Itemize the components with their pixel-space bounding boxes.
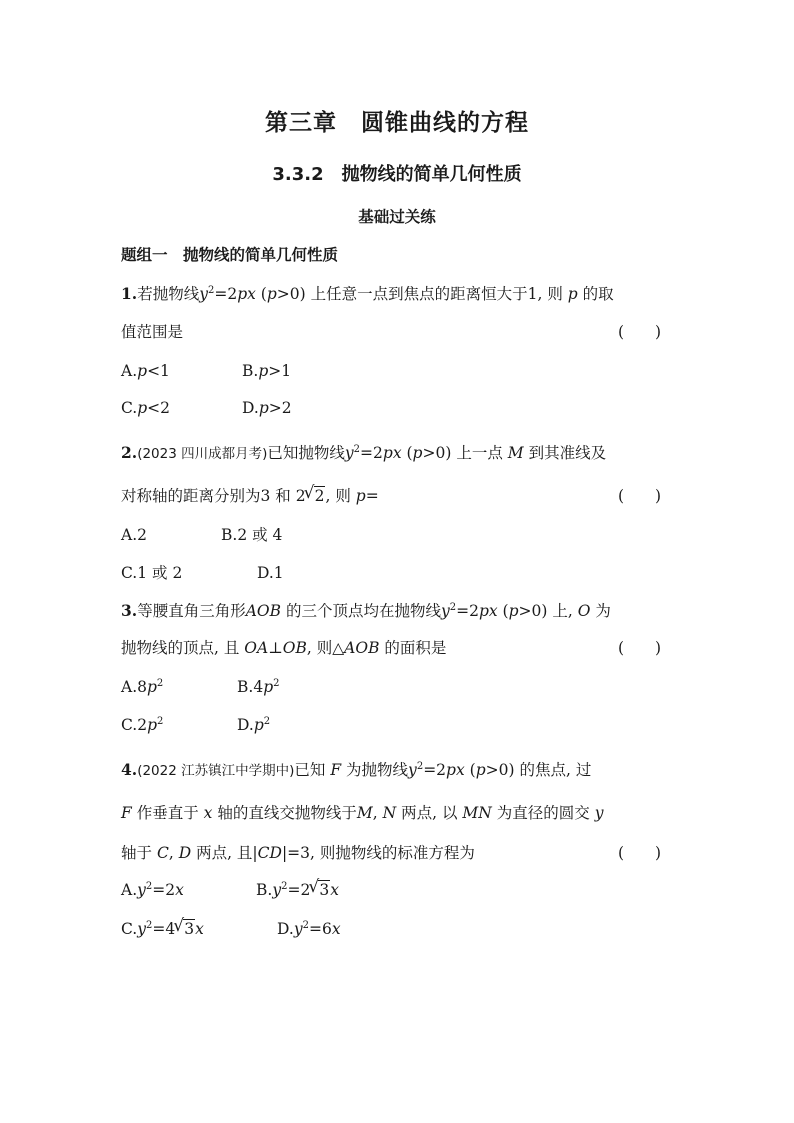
question-2-line-2: 对称轴的距离分别为3 和 2√ 2, 则 p= [121, 486, 379, 506]
question-4-option-b[interactable]: $B.y^2=2√$ 3x [256, 880, 339, 900]
question-4-line-2: F 作垂直于 x 轴的直线交抛物线于M, N 两点, 以 MN 为直径的圆交 y [121, 804, 604, 822]
question-1-line-1: 1.若抛物线$y^2=2px$ (p>0) 上任意一点到焦点的距离恒大于1, 则 p 的取 [121, 284, 614, 303]
question-1-answer-bracket: ( ) [618, 323, 662, 341]
question-4-line-3: 轴于 C, D 两点, 且|CD|=3, 则抛物线的标准方程为 [121, 844, 475, 862]
question-1-option-b[interactable]: B.p>1 [242, 362, 292, 380]
question-2-option-b[interactable]: B.2 或 4 [221, 526, 283, 544]
chapter-title: 第三章 圆锥曲线的方程 [265, 110, 529, 136]
question-3-option-a[interactable]: $A.8p^2$ [121, 678, 164, 696]
question-2-line-1: 2.(2023 四川成都月考)已知抛物线$y^2=2px$ (p>0) 上一点 M 到其准线及 [121, 443, 607, 462]
question-3-option-c[interactable]: $C.2p^2$ [121, 716, 164, 734]
question-3-line-1: 3.等腰直角三角形AOB 的三个顶点均在抛物线$y^2=2px$ (p>0) 上, O 为 [121, 601, 611, 620]
question-1-option-d[interactable]: D.p>2 [242, 399, 292, 417]
question-3-answer-bracket: ( ) [618, 639, 662, 657]
section-title: 3.3.2 抛物线的简单几何性质 [272, 164, 522, 185]
question-3-option-b[interactable]: $B.4p^2$ [237, 678, 280, 696]
question-2-option-d[interactable]: D.1 [257, 564, 284, 582]
question-1-option-c[interactable]: C.p<2 [121, 399, 171, 417]
question-2-answer-bracket: ( ) [618, 487, 662, 505]
question-4-option-d[interactable]: $D.y^2=6x$ [277, 920, 341, 938]
question-4-line-1: 4.(2022 江苏镇江中学期中)已知 F 为抛物线$y^2=2px$ (p>0) 的焦点, 过 [121, 760, 592, 779]
question-group-heading: 题组一 抛物线的简单几何性质 [121, 246, 339, 264]
exercise-subtitle: 基础过关练 [358, 208, 436, 226]
question-4-option-a[interactable]: $A.y^2=2x$ [121, 881, 184, 899]
question-1-line-2: 值范围是 [121, 323, 184, 341]
question-1-option-a[interactable]: A.p<1 [121, 362, 170, 380]
question-2-option-a[interactable]: A.2 [121, 526, 147, 544]
question-2-option-c[interactable]: C.1 或 2 [121, 564, 183, 582]
question-4-answer-bracket: ( ) [618, 844, 662, 862]
question-4-option-c[interactable]: $C.y^2=4√$ 3x [121, 919, 204, 939]
question-3-option-d[interactable]: $D.p^2$ [237, 716, 271, 734]
question-3-line-2: 抛物线的顶点, 且 OA⊥OB, 则△AOB 的面积是 [121, 639, 447, 657]
